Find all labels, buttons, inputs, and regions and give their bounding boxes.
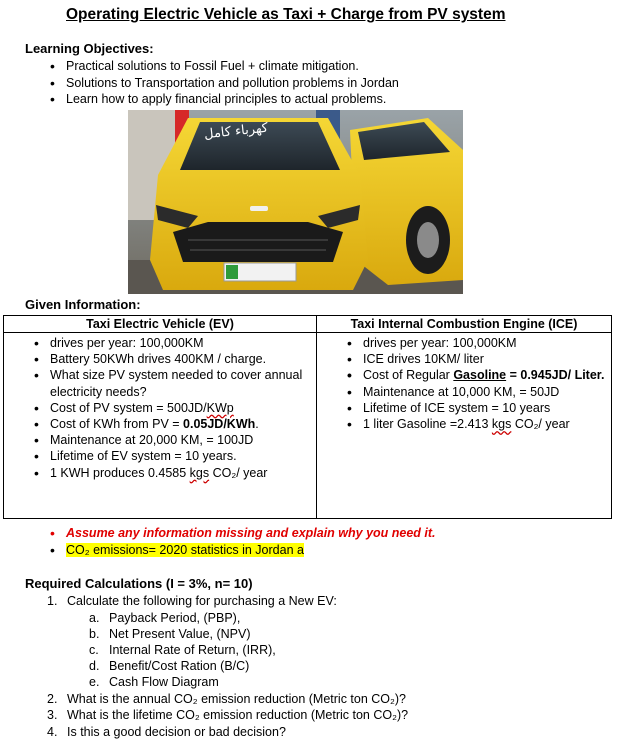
list-item: c. Internal Rate of Return, (IRR), <box>89 642 276 657</box>
list-item: a. Payback Period, (PBP), <box>89 610 241 625</box>
question-1-sublist <box>67 610 408 691</box>
list-item: 3. What is the lifetime CO₂ emission reduction (Metric ton CO₂)? <box>47 708 409 723</box>
list-item: • Learn how to apply financial principles to actual problems. <box>50 91 399 108</box>
ev-co2-suffix: CO₂/ year <box>209 465 268 480</box>
learning-objectives-list <box>50 58 399 108</box>
list-item: d. Benefit/Cost Ration (B/C) <box>89 659 250 674</box>
question-1: Calculate the following for purchasing a New EV: <box>67 594 337 608</box>
taxi-photo-drawing <box>128 110 463 294</box>
assume-note: Assume any information missing and explain why you need it. <box>66 526 436 540</box>
ev-co2-kgs: kgs <box>189 465 210 480</box>
question-4: Is this a good decision or bad decision? <box>67 724 286 739</box>
taxi-photo <box>128 110 463 294</box>
list-item: • drives per year: 100,000KM <box>347 335 611 351</box>
ev-cell <box>4 333 317 519</box>
ice-co2-kgs: kgs <box>491 417 512 432</box>
list-item <box>34 465 316 481</box>
list-item: • drives per year: 100,000KM <box>34 335 316 351</box>
ice-co2-text: 1 liter Gasoline =2.413 <box>363 417 492 432</box>
windshield-sticker-text: كهرباء كامل <box>203 120 269 143</box>
list-item: 4. Is this a good decision or bad decision? <box>47 724 286 739</box>
required-list <box>47 593 408 740</box>
list-item: • Battery 50KWh drives 400KM / charge. <box>34 351 316 367</box>
list-item <box>34 400 316 416</box>
page-title: Operating Electric Vehicle as Taxi + Charge from PV system <box>66 6 506 23</box>
required-calculations-heading: Required Calculations (I = 3%, n= 10) <box>25 576 253 591</box>
ev-column-header: Taxi Electric Vehicle (EV) <box>4 316 317 333</box>
kwh-cost-suffix: . <box>255 417 259 432</box>
ice-column-header: Taxi Internal Combustion Engine (ICE) <box>317 316 612 333</box>
list-item: e. Cash Flow Diagram <box>89 675 219 690</box>
pv-cost-text: Cost of PV system = 500JD/ <box>50 400 207 415</box>
learning-objectives-heading: Learning Objectives: <box>25 41 154 56</box>
given-information-heading: Given Information: <box>25 297 141 312</box>
list-item: 1. Calculate the following for purchasing a New EV: a. Payback Period, (PBP), b. Net Present Value, (NPV) c. Internal Rate of Return, (IRR), d. Benefit/Cost Ration (B/C) e. Cash Flow Diagram <box>47 593 408 691</box>
list-item <box>34 416 316 432</box>
list-item <box>347 367 611 383</box>
given-information-table <box>3 315 612 519</box>
question-3: What is the lifetime CO₂ emission reduction (Metric ton CO₂)? <box>67 708 409 723</box>
list-item: • Practical solutions to Fossil Fuel + climate mitigation. <box>50 58 399 75</box>
question-2: What is the annual CO₂ emission reduction (Metric ton CO₂)? <box>67 691 407 706</box>
list-item: • Solutions to Transportation and pollution problems in Jordan <box>50 75 399 92</box>
notes-list <box>50 525 436 558</box>
gas-cost-value: = 0.945JD/ Liter. <box>506 368 605 383</box>
list-item: b. Net Present Value, (NPV) <box>89 626 251 641</box>
list-item <box>50 542 436 559</box>
list-item: 2. What is the annual CO₂ emission reduction (Metric ton CO₂)? <box>47 691 407 706</box>
ev-co2-text: 1 KWH produces 0.4585 <box>50 465 190 480</box>
list-item: • Maintenance at 20,000 KM, = 100JD <box>34 432 316 448</box>
list-item: • Lifetime of EV system = 10 years. <box>34 448 316 464</box>
list-item: • Lifetime of ICE system = 10 years <box>347 400 611 416</box>
gas-cost-text: Cost of Regular <box>363 368 454 383</box>
list-item: • What size PV system needed to cover annual electricity needs? <box>34 367 316 399</box>
kwh-cost-text: Cost of KWh from PV = <box>50 417 184 432</box>
list-item: • Maintenance at 10,000 KM, = 50JD <box>347 384 611 400</box>
list-item: • ICE drives 10KM/ liter <box>347 351 611 367</box>
ice-co2-suffix: CO₂/ year <box>511 417 570 432</box>
list-item <box>50 525 436 542</box>
kwh-cost-value: 0.05JD/KWh <box>183 417 256 432</box>
list-item <box>347 416 611 432</box>
ice-cell <box>317 333 612 519</box>
pv-cost-unit: KWp <box>206 400 234 415</box>
gasoline-word: Gasoline <box>453 368 507 383</box>
co2-note: CO₂ emissions= 2020 statistics in Jordan a <box>66 542 304 557</box>
